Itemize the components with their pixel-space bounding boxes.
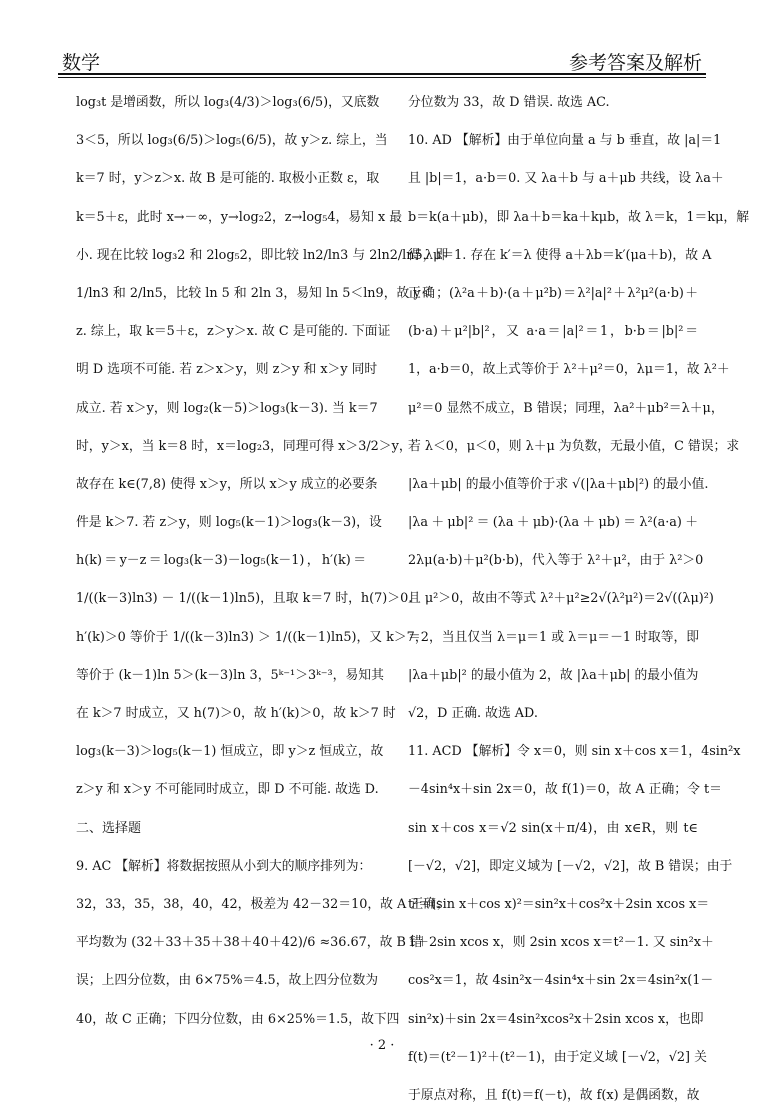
text-line: 平均数为 (32＋33＋35＋38＋40＋42)/6 ≈36.67，故 B 错 — [76, 935, 423, 951]
text-line: sin²x)＋sin 2x＝4sin²xcos²x＋2sin xcos x，也即 — [408, 1011, 704, 1027]
text-line: 32，33，35，38，40，42，极差为 42－32＝10，故 A 正确； — [76, 896, 449, 912]
text-line: 误；上四分位数，由 6×75%＝4.5，故上四分位数为 — [76, 973, 379, 989]
text-line: z. 综上，取 k＝5＋ε，z＞y＞x. 故 C 是可能的. 下面证 — [76, 324, 391, 340]
text-line: log₃t 是增函数，所以 log₃(4/3)＞log₃(6/5)，又底数 — [76, 95, 380, 110]
right-column — [408, 84, 750, 1115]
header-rule-thick — [58, 73, 706, 75]
text-line: [－√2，√2]，即定义域为 [－√2，√2]，故 B 错误；由于 — [408, 858, 733, 874]
text-line: 正确；(λ²a＋b)·(a＋μ²b)＝λ²|a|²＋λ²μ²(a·b)＋ — [408, 285, 698, 301]
text-line: t²＝(sin x＋cos x)²＝sin²x＋cos²x＋2sin xcos x＝ — [408, 896, 710, 912]
text-line: 1/ln3 和 2/ln5，比较 ln 5 和 2ln 3，易知 ln 5＜ln9，故 y＜ — [76, 285, 434, 301]
text-line: 于原点对称，且 f(t)＝f(－t)，故 f(x) 是偶函数，故 — [408, 1087, 700, 1103]
text-line: 1/((k－3)ln3) － 1/((k－1)ln5)，且取 k＝7 时，h(7)＞0. — [76, 591, 413, 607]
text-line: 3＜5，所以 log₃(6/5)＞log₅(6/5)，故 y＞z. 综上，当 — [76, 133, 388, 149]
text-line: 件是 k＞7. 若 z＞y，则 log₅(k－1)＞log₃(k－3)，设 — [76, 515, 382, 531]
text-line: 明 D 选项不可能. 若 z＞x＞y，则 z＞y 和 x＞y 同时 — [76, 362, 378, 378]
text-line: －4sin⁴x＋sin 2x＝0，故 f(1)＝0，故 A 正确；令 t＝ — [408, 782, 722, 798]
subject-label: 数学 — [62, 52, 101, 74]
text-line: |λa＋μb| 的最小值等价于求 √(|λa＋μb|²) 的最小值. — [408, 476, 709, 492]
text-line: k＝5＋ε，此时 x→－∞，y→log₂2，z→log₅4，易知 x 最 — [76, 209, 403, 225]
text-line: z＞y 和 x＞y 不可能同时成立，即 D 不可能. 故选 D. — [76, 782, 379, 798]
section-heading: 二、选择题 — [76, 820, 142, 836]
text-line: log₃(k－3)＞log₅(k－1) 恒成立，即 y＞z 恒成立，故 — [76, 744, 384, 760]
text-line: 成立. 若 x＞y，则 log₂(k－5)＞log₃(k－3). 当 k＝7 — [76, 400, 378, 416]
text-line: 时，y＞x，当 k＝8 时，x＝log₂3，同理可得 x＞3/2＞y， — [76, 438, 412, 454]
text-line: ＝2，当且仅当 λ＝μ＝1 或 λ＝μ＝－1 时取等，即 — [408, 629, 700, 645]
text-line: 1＋2sin xcos x，则 2sin xcos x＝t²－1. 又 sin²x＋ — [408, 935, 714, 951]
text-line: |λa＋μb|² 的最小值为 2，故 |λa＋μb| 的最小值为 — [408, 667, 699, 683]
text-line: 10. AD 【解析】由于单位向量 a 与 b 垂直，故 |a|＝1 — [408, 133, 722, 149]
text-line: √2，D 正确. 故选 AD. — [408, 706, 538, 721]
left-column — [76, 84, 449, 1039]
text-line: 等价于 (k－1)ln 5＞(k－3)ln 3，5ᵏ⁻¹＞3ᵏ⁻³，易知其 — [76, 667, 384, 683]
header-title: 参考答案及解析 — [568, 52, 702, 74]
text-line: (b·a)＋μ²|b|²，又 a·a＝|a|²＝1，b·b＝|b|²＝ — [408, 324, 698, 340]
text-line: 且 |b|＝1，a·b＝0. 又 λa＋b 与 a＋μb 共线，设 λa＋ — [408, 171, 724, 187]
text-line: k＝7 时，y＞z＞x. 故 B 是可能的. 取极小正数 ε，取 — [76, 171, 380, 187]
text-line: |λa＋μb|²＝(λa＋μb)·(λa＋μb)＝λ²(a·a)＋ — [408, 515, 698, 531]
page-header — [58, 44, 706, 76]
text-line: h(k)＝y－z＝log₃(k－3)－log₅(k－1)，h′(k)＝ — [76, 553, 366, 569]
header-rule-thin — [58, 77, 706, 78]
text-line: 2λμ(a·b)＋μ²(b·b)，代入等于 λ²＋μ²，由于 λ²＞0 — [408, 553, 704, 569]
text-line: 分位数为 33，故 D 错误. 故选 AC. — [408, 95, 610, 110]
text-line: 在 k＞7 时成立，又 h(7)＞0，故 h′(k)＞0，故 k＞7 时 — [76, 706, 396, 721]
text-line: 得 λμ＝1. 存在 k′＝λ 使得 a＋λb＝k′(μa＋b)，故 A — [408, 247, 712, 263]
text-line: cos²x＝1，故 4sin²x－4sin⁴x＋sin 2x＝4sin²x(1－ — [408, 973, 714, 989]
page-number: · 2 · — [369, 1038, 395, 1053]
text-line: 11. ACD 【解析】令 x＝0，则 sin x＋cos x＝1，4sin²x — [408, 744, 741, 760]
text-line: 且 μ²＞0，故由不等式 λ²＋μ²≥2√(λ²μ²)＝2√((λμ)²) — [408, 591, 714, 607]
text-line: 小. 现在比较 log₃2 和 2log₅2，即比较 ln2/ln3 与 2ln2/ln5，即 — [76, 247, 449, 263]
text-line: b＝k(a＋μb)，即 λa＋b＝ka＋kμb，故 λ＝k，1＝kμ，解 — [408, 209, 750, 225]
text-line: 40，故 C 正确；下四分位数，由 6×25%＝1.5，故下四 — [76, 1011, 400, 1027]
text-line: h′(k)＞0 等价于 1/((k－3)ln3) ＞ 1/((k－1)ln5)，又 k＞7， — [76, 629, 428, 645]
text-line: 若 λ＜0，μ＜0，则 λ＋μ 为负数，无最小值，C 错误；求 — [408, 438, 740, 454]
text-line: 1，a·b＝0，故上式等价于 λ²＋μ²＝0，λμ＝1，故 λ²＋ — [408, 362, 730, 378]
text-line: 故存在 k∈(7,8) 使得 x＞y，所以 x＞y 成立的必要条 — [76, 476, 378, 492]
text-line: μ²＝0 显然不成立，B 错误；同理，λa²＋μb²＝λ＋μ， — [408, 400, 724, 416]
text-line: 9. AC 【解析】将数据按照从小到大的顺序排列为： — [76, 858, 372, 874]
text-line: f(t)＝(t²－1)²＋(t²－1)，由于定义域 [－√2，√2] 关 — [408, 1049, 707, 1065]
text-line: sin x＋cos x＝√2 sin(x＋π/4)，由 x∈R，则 t∈ — [408, 820, 698, 836]
